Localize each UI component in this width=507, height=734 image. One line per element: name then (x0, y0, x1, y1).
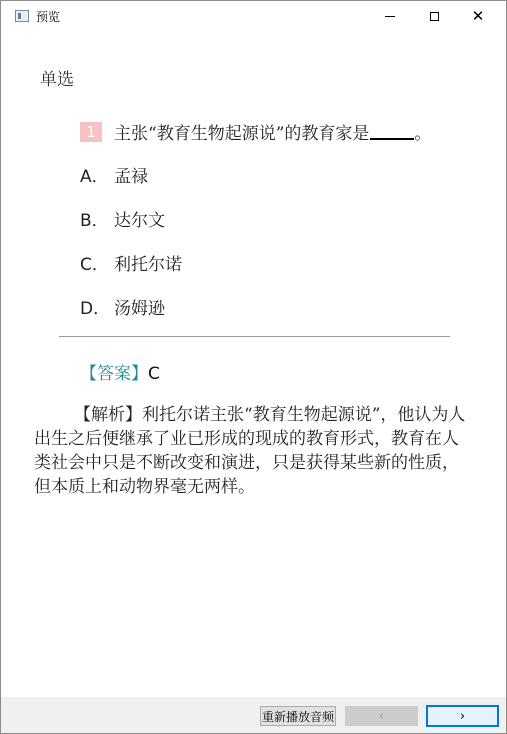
answer-line (80, 359, 160, 384)
maximize-button[interactable] (411, 1, 457, 31)
minimize-icon (385, 16, 395, 17)
option-a (80, 162, 148, 187)
option-c (80, 250, 182, 275)
maximize-icon (430, 12, 439, 21)
question-text: 主张“教育生物起源说”的教育家是 (114, 124, 370, 144)
option-text: 孟禄 (114, 167, 148, 187)
preview-content (1, 31, 506, 697)
option-d (80, 294, 165, 319)
next-button[interactable] (426, 705, 499, 727)
app-window-icon (15, 10, 29, 22)
option-letter: D． (80, 299, 111, 319)
title-bar[interactable] (1, 1, 506, 31)
chevron-left-icon: ‹ (378, 708, 385, 724)
option-letter: B． (80, 211, 109, 231)
replay-audio-button[interactable]: 重新播放音频 (260, 706, 336, 726)
option-text: 利托尔诺 (114, 255, 182, 275)
footer-toolbar (1, 697, 506, 733)
option-text: 汤姆逊 (114, 299, 165, 319)
analysis-text: 【解析】利托尔诺主张“教育生物起源说”，他认为人出生之后便继承了业已形成的现成的教育形式，教育在人类社会中只是不断改变和演进，只是获得某些新的性质，但本质上和动物界毫无两样。 (34, 405, 466, 497)
option-text: 达尔文 (114, 211, 165, 231)
question-trailing-punct: 。 (414, 124, 432, 144)
question-number-badge: 1 (80, 122, 102, 142)
chevron-right-icon: › (459, 708, 466, 724)
answer-blank (370, 124, 414, 140)
question-stem (80, 119, 431, 144)
option-b (80, 206, 165, 231)
previous-button[interactable] (345, 706, 418, 726)
question-type-label: 单选 (40, 70, 74, 90)
minimize-button[interactable] (367, 1, 413, 31)
section-divider (59, 336, 450, 337)
answer-value: C (148, 364, 160, 384)
close-button[interactable] (455, 1, 501, 31)
option-letter: C． (80, 255, 109, 275)
option-letter: A． (80, 167, 109, 187)
close-icon: ✕ (471, 6, 485, 25)
answer-label: 【答案】 (80, 364, 148, 384)
window-title: 预览 (36, 10, 61, 24)
